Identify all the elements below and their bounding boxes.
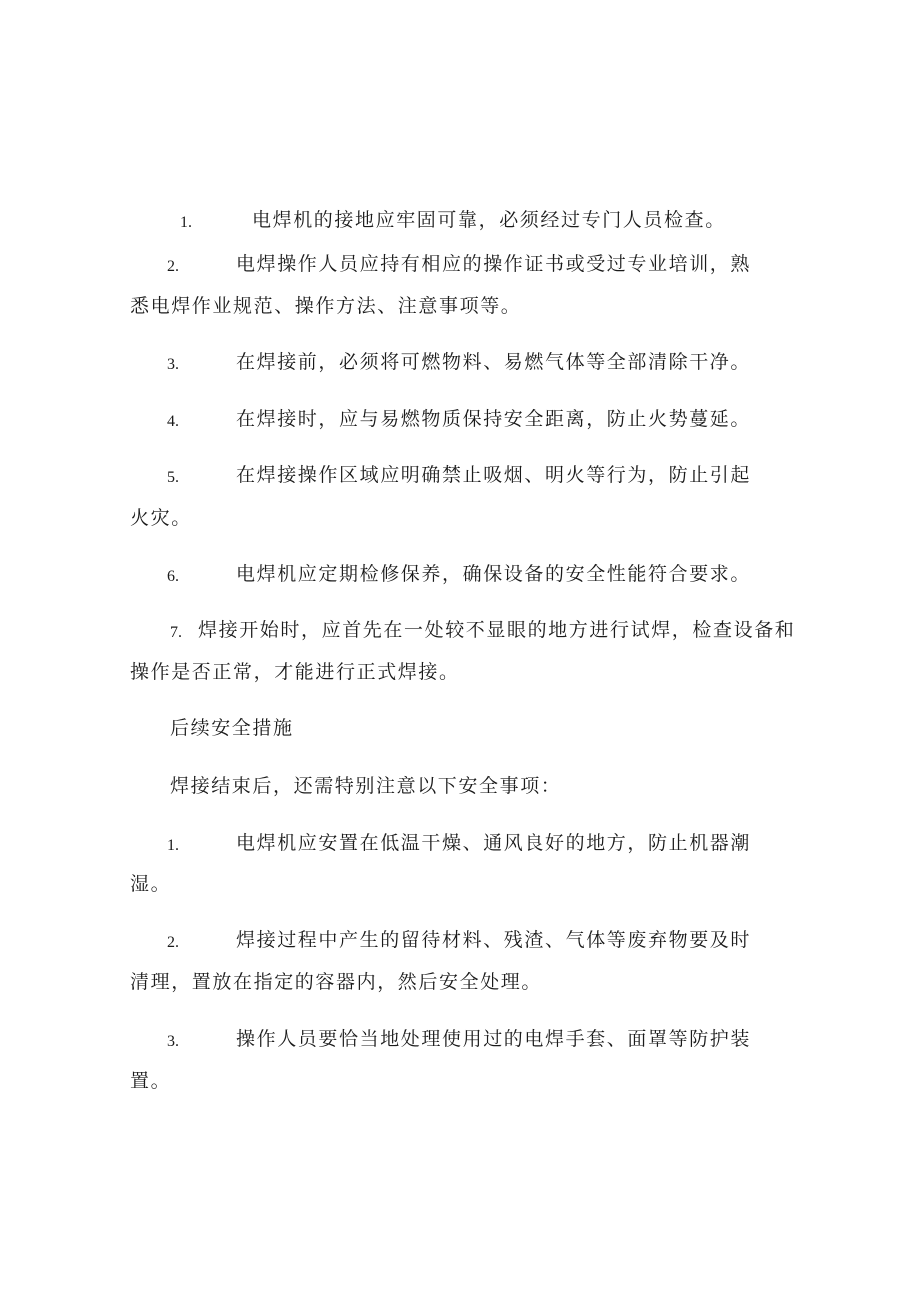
item-number: 1. [167, 837, 179, 854]
item-text: 电焊机应安置在低温干燥、通风良好的地方，防止机器潮 [236, 832, 752, 854]
item-text: 焊接开始时，应首先在一处较不显眼的地方进行试焊，检查设备和 [198, 619, 796, 641]
item-text: 在焊接前，必须将可燃物料、易燃气体等全部清除干净。 [236, 351, 752, 373]
item-number: 3. [167, 356, 179, 373]
item-number: 1. [180, 214, 192, 231]
item-text: 电焊机的接地应牢固可靠，必须经过专门人员检查。 [252, 209, 726, 231]
item-text-continued: 操作是否正常，才能进行正式焊接。 [130, 661, 460, 683]
item-number: 3. [167, 1033, 179, 1050]
item-number: 2. [167, 258, 179, 275]
item-number: 7. [170, 624, 182, 641]
item-text-continued: 火灾。 [130, 507, 192, 529]
item-number: 4. [167, 413, 179, 430]
item-text: 电焊操作人员应持有相应的操作证书或受过专业培训，熟 [236, 253, 752, 275]
item-text-continued: 悉电焊作业规范、操作方法、注意事项等。 [130, 295, 522, 317]
item-text: 电焊机应定期检修保养，确保设备的安全性能符合要求。 [236, 563, 752, 585]
item-number: 5. [167, 469, 179, 486]
item-number: 2. [167, 934, 179, 951]
item-text: 在焊接时，应与易燃物质保持安全距离，防止火势蔓延。 [236, 408, 752, 430]
item-text: 操作人员要恰当地处理使用过的电焊手套、面罩等防护装 [236, 1028, 752, 1050]
item-text-continued: 清理，置放在指定的容器内，然后安全处理。 [130, 971, 543, 993]
item-text: 在焊接操作区域应明确禁止吸烟、明火等行为，防止引起 [236, 464, 752, 486]
item-text-continued: 湿。 [130, 873, 172, 895]
section-title: 后续安全措施 [170, 717, 294, 739]
section-intro: 焊接结束后，还需特别注意以下安全事项： [170, 775, 562, 797]
item-number: 6. [167, 568, 179, 585]
item-text-continued: 置。 [130, 1070, 172, 1092]
item-text: 焊接过程中产生的留待材料、残渣、气体等废弃物要及时 [236, 929, 752, 951]
